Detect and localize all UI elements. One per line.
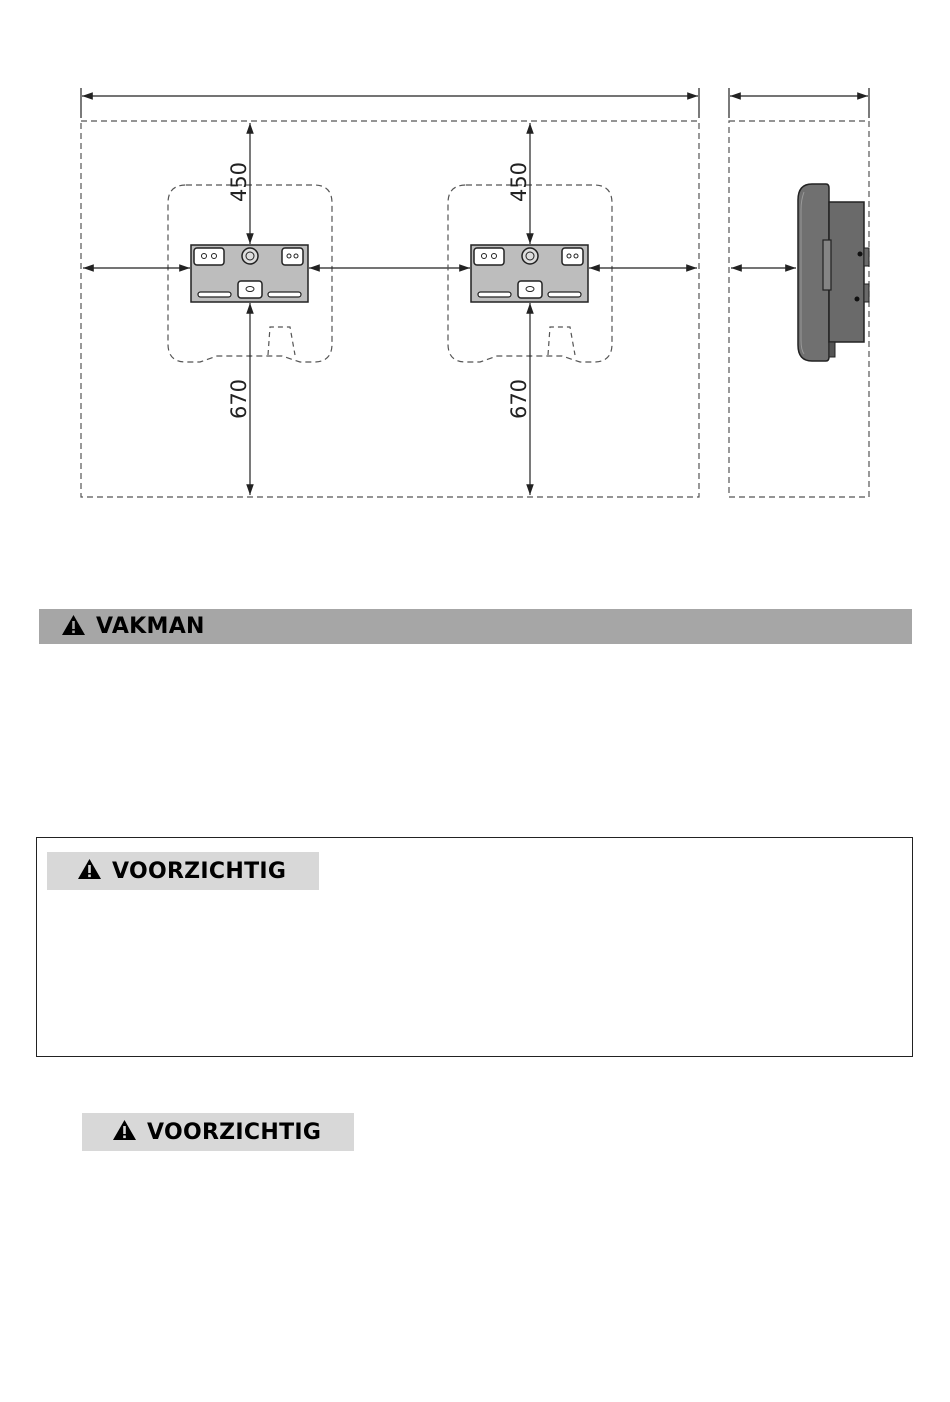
warning-triangle-icon <box>112 1119 137 1145</box>
dimension-label-top-right: 450 <box>507 161 531 203</box>
caution-notice-bar-standalone <box>82 1113 354 1151</box>
dimension-label-bottom-left: 670 <box>227 378 251 420</box>
notice-label: VOORZICHTIG <box>147 1119 322 1145</box>
notice-label: VOORZICHTIG <box>112 858 287 884</box>
dimension-label-top-left: 450 <box>227 161 251 203</box>
dimension-label-bottom-right: 670 <box>507 378 531 420</box>
warning-triangle-icon <box>61 614 86 640</box>
front-view-clearance-area <box>81 121 699 497</box>
device-side-view <box>731 184 869 361</box>
caution-notice-bar <box>47 852 319 890</box>
left-unit <box>83 123 470 495</box>
qualified-person-notice-bar <box>39 609 912 644</box>
notice-label: VAKMAN <box>96 614 205 639</box>
caution-notice-box <box>36 837 913 1057</box>
warning-triangle-icon <box>77 858 102 884</box>
right-unit <box>448 123 697 495</box>
mounting-clearance-diagram <box>0 0 950 560</box>
